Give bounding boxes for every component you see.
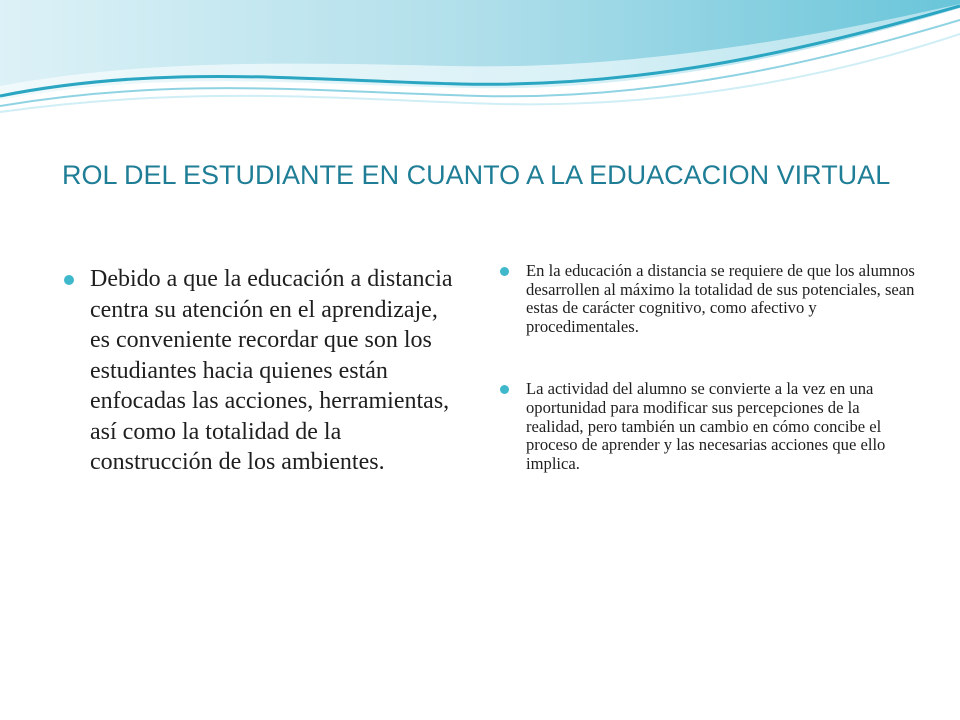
left-bullet-list <box>64 264 454 478</box>
right-bullet-item <box>498 380 918 473</box>
slide-title: ROL DEL ESTUDIANTE EN CUANTO A LA EDUACACION VIRTUAL <box>62 160 891 190</box>
left-bullet-text: Debido a que la educación a distancia centra su atención en el aprendizaje, es conveniente recordar que son los estudiantes hacia quienes están enfocadas las acciones, herramientas, así como la totalidad de la construcción de los ambientes. <box>90 266 453 475</box>
bullet-icon <box>64 275 74 285</box>
bullet-icon <box>500 385 509 394</box>
right-bullet-list <box>498 262 918 517</box>
right-bullet-text: En la educación a distancia se requiere de que los alumnos desarrollen al máximo la totalidad de sus potenciales, sean estas de carácter cognitivo, como afectivo y procedimentales. <box>526 261 915 336</box>
right-bullet-item <box>498 262 918 336</box>
right-bullet-text: La actividad del alumno se convierte a la vez en una oportunidad para modificar sus percepciones de la realidad, pero también un cambio en cómo concibe el proceso de aprender y las necesarias acciones que ello implica. <box>526 379 886 473</box>
bullet-icon <box>500 267 509 276</box>
left-bullet-item <box>64 264 454 478</box>
header-wave-decoration <box>0 0 960 140</box>
